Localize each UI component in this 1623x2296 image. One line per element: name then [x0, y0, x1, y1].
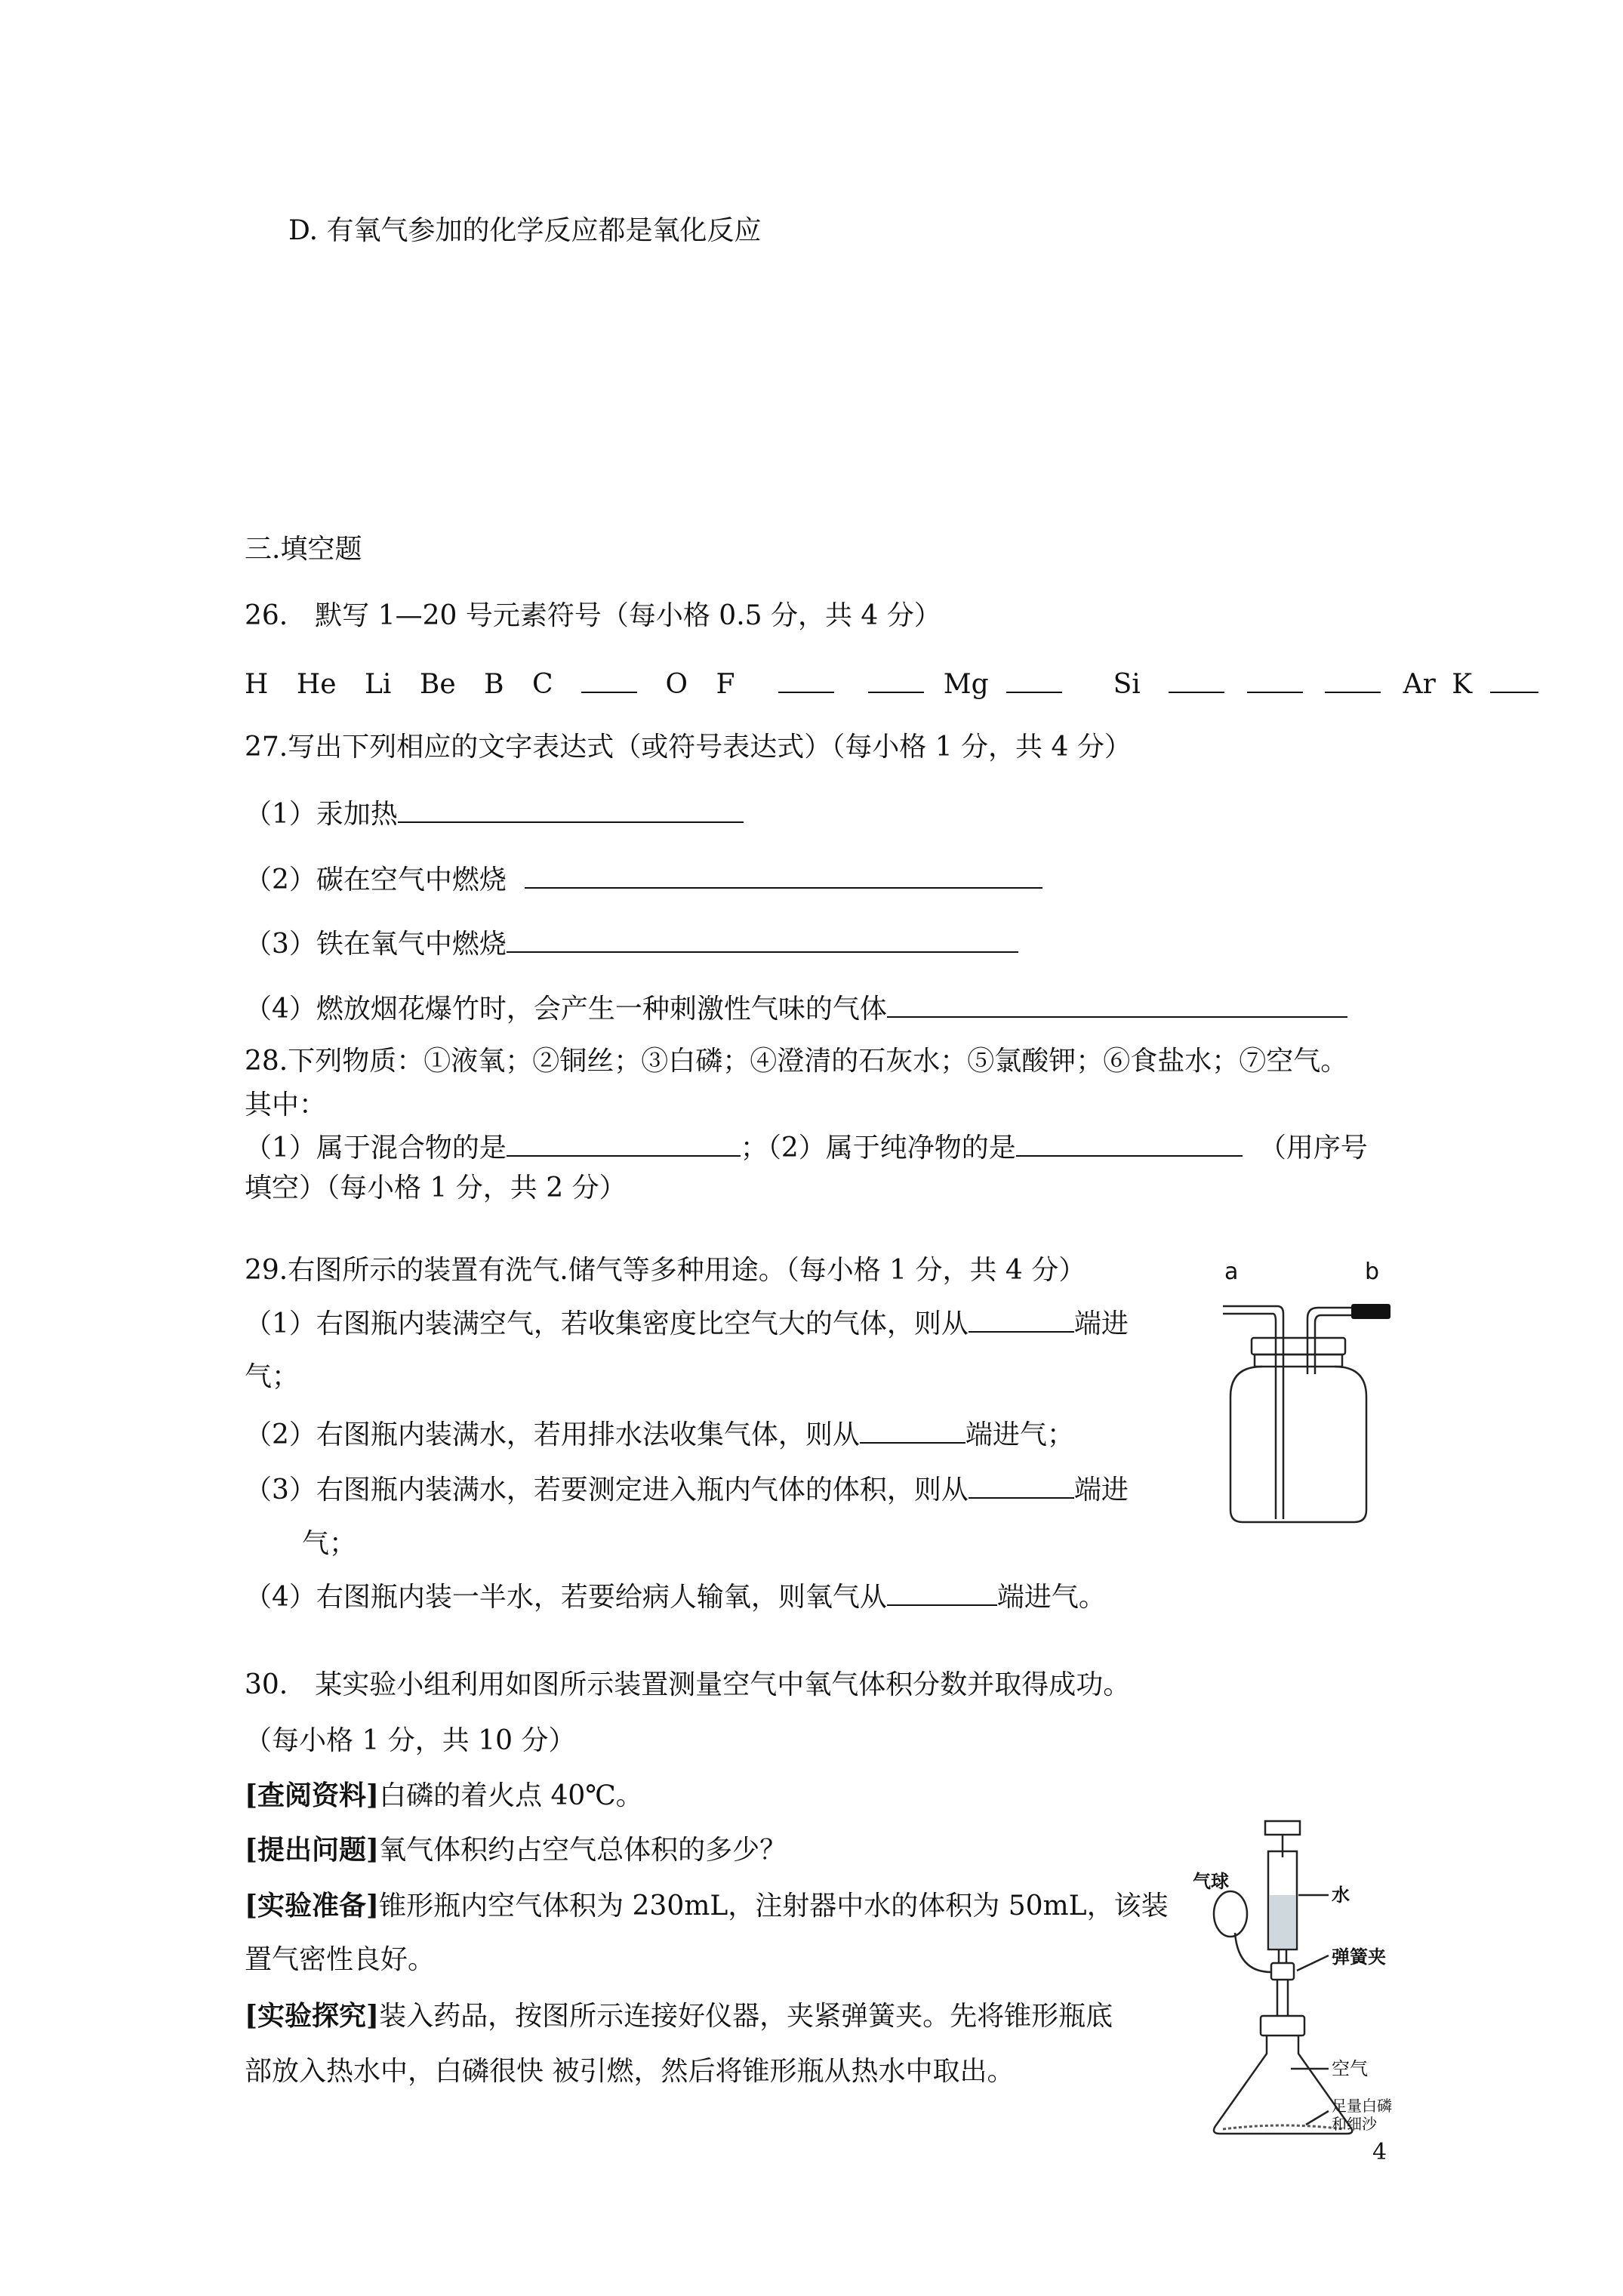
q30-question — [245, 1836, 787, 1864]
answer-blank[interactable] — [778, 669, 834, 693]
q28-part2: ；（2）属于纯净物的是 — [740, 1133, 1016, 1163]
gas-bottle-figure — [1208, 1253, 1404, 1548]
q26-stem: 26. 默写 1—20 号元素符号（每小格 0.5 分，共 4 分） — [245, 600, 941, 631]
q27-item — [245, 994, 1347, 1023]
q29-item — [245, 1308, 1129, 1338]
q30-explore — [245, 2002, 1113, 2030]
symbol: He — [296, 669, 337, 700]
label-phosphorus: 足量白磷 — [1332, 2097, 1392, 2115]
q30-text: 锥形瓶内空气体积为 230mL，注射器中水的体积为 50mL，该装 — [379, 1891, 1169, 1922]
answer-blank[interactable] — [969, 1308, 1074, 1333]
answer-blank[interactable] — [507, 1133, 741, 1157]
symbol: K — [1452, 669, 1473, 700]
q30-tag: [查阅资料] — [245, 1780, 380, 1811]
q30-explore-cont: 部放入热水中，白磷很快 被引燃，然后将锥形瓶从热水中取出。 — [245, 2056, 1015, 2087]
q27-stem: 27.写出下列相应的文字表达式（或符号表达式）（每小格 1 分，共 4 分） — [245, 732, 1132, 763]
q29-item-text: （3）右图瓶内装满水，若要测定进入瓶内气体的体积，则从 — [245, 1475, 969, 1505]
symbol: C — [532, 669, 553, 700]
section-title: 三.填空题 — [245, 534, 362, 565]
q29-item — [245, 1419, 1074, 1449]
q29-item-cont: 气； — [245, 1361, 300, 1392]
q29-item-text: （2）右图瓶内装满水，若用排水法收集气体，则从 — [245, 1419, 860, 1450]
answer-blank[interactable] — [868, 669, 924, 693]
answer-blank[interactable] — [1325, 669, 1381, 693]
q30-line2: （每小格 1 分，共 10 分） — [245, 1725, 576, 1756]
q29-item-cont: 气； — [302, 1528, 357, 1559]
q28-line3 — [245, 1133, 1368, 1162]
q30-tag: [提出问题] — [245, 1834, 380, 1866]
q30-tag: [实验探究] — [245, 2000, 380, 2032]
answer-blank[interactable] — [581, 669, 637, 693]
q29-item-text: 端进气。 — [996, 1582, 1106, 1613]
flask-apparatus-figure — [1193, 1812, 1419, 2144]
symbol: Be — [419, 669, 456, 700]
symbol: B — [484, 669, 504, 700]
q27-item-label: （1）汞加热 — [245, 799, 398, 830]
label-air: 空气 — [1332, 2058, 1368, 2079]
q29-item — [245, 1582, 1106, 1611]
q28-line4: 填空）（每小格 1 分，共 2 分） — [245, 1173, 627, 1203]
answer-blank[interactable] — [887, 994, 1347, 1018]
q28-line2: 其中： — [245, 1089, 327, 1120]
label-water: 水 — [1332, 1885, 1350, 1906]
q27-item-label: （2）碳在空气中燃烧 — [245, 864, 507, 895]
q30-line1: 30. 某实验小组利用如图所示装置测量空气中氧气体积分数并取得成功。 — [245, 1669, 1131, 1700]
symbol: Mg — [943, 669, 989, 700]
symbol: Si — [1113, 669, 1141, 700]
q27-item — [245, 864, 1042, 894]
q30-text: 装入药品，按图所示连接好仪器，夹紧弹簧夹。先将锥形瓶底 — [379, 2001, 1113, 2032]
label-balloon: 气球 — [1193, 1871, 1229, 1892]
answer-blank[interactable] — [525, 864, 1042, 889]
symbol: O — [665, 669, 688, 700]
answer-blank[interactable] — [1006, 669, 1062, 693]
answer-blank[interactable] — [1247, 669, 1303, 693]
q30-text: 白磷的着火点 40℃。 — [379, 1780, 643, 1811]
q30-tag: [实验准备] — [245, 1890, 380, 1922]
answer-blank[interactable] — [398, 799, 744, 823]
answer-blank[interactable] — [1169, 669, 1224, 693]
answer-blank[interactable] — [887, 1582, 997, 1606]
q30-text: 氧气体积约占空气总体积的多少？ — [379, 1835, 787, 1866]
q29-item-text: （1）右图瓶内装满空气，若收集密度比空气大的气体，则从 — [245, 1308, 969, 1339]
symbol: Ar — [1403, 669, 1436, 700]
option-d: D. 有氧气参加的化学反应都是氧化反应 — [288, 215, 762, 246]
water-column — [1270, 1895, 1295, 1948]
q29-stem: 29.右图所示的装置有洗气.储气等多种用途。（每小格 1 分，共 4 分） — [245, 1255, 1086, 1286]
q29-item-text: （4）右图瓶内装一半水，若要给病人输氧，则氧气从 — [245, 1582, 887, 1613]
answer-blank[interactable] — [1490, 669, 1538, 693]
answer-blank[interactable] — [507, 929, 1018, 953]
label-clamp: 弹簧夹 — [1332, 1946, 1386, 1968]
q28-part1: （1）属于混合物的是 — [245, 1133, 507, 1163]
q30-info — [245, 1782, 643, 1810]
q28-line1: 28.下列物质：①液氧；②铜丝；③白磷；④澄清的石灰水；⑤氯酸钾；⑥食盐水；⑦空气。 — [245, 1046, 1348, 1077]
q27-item — [245, 929, 1018, 958]
q27-item — [245, 799, 744, 828]
q29-item-text: 端进 — [1073, 1475, 1129, 1505]
q27-item-label: （3）铁在氧气中燃烧 — [245, 929, 507, 960]
q30-prep-cont: 置气密性良好。 — [245, 1944, 436, 1975]
label-sand: 和细沙 — [1332, 2115, 1377, 2133]
q29-item-text: 端进气； — [965, 1419, 1074, 1450]
q28-part3: （用序号 — [1258, 1133, 1368, 1163]
symbol: F — [716, 669, 735, 700]
label-a: a — [1224, 1259, 1239, 1285]
balloon — [1214, 1891, 1247, 1937]
symbol: H — [245, 669, 269, 700]
page-number: 4 — [1372, 2139, 1387, 2165]
answer-blank[interactable] — [969, 1475, 1074, 1499]
answer-blank[interactable] — [860, 1419, 965, 1444]
answer-blank[interactable] — [1016, 1133, 1243, 1157]
q27-item-label: （4）燃放烟花爆竹时，会产生一种刺激性气味的气体 — [245, 994, 887, 1025]
q29-item — [245, 1475, 1129, 1504]
q29-item-text: 端进 — [1073, 1308, 1129, 1339]
rubber-tube — [1351, 1304, 1390, 1319]
q26-symbol-row — [245, 669, 1473, 700]
symbol: Li — [365, 669, 392, 700]
label-b: b — [1365, 1259, 1380, 1285]
sand-layer — [1223, 2125, 1344, 2129]
q30-prep — [245, 1892, 1169, 1920]
